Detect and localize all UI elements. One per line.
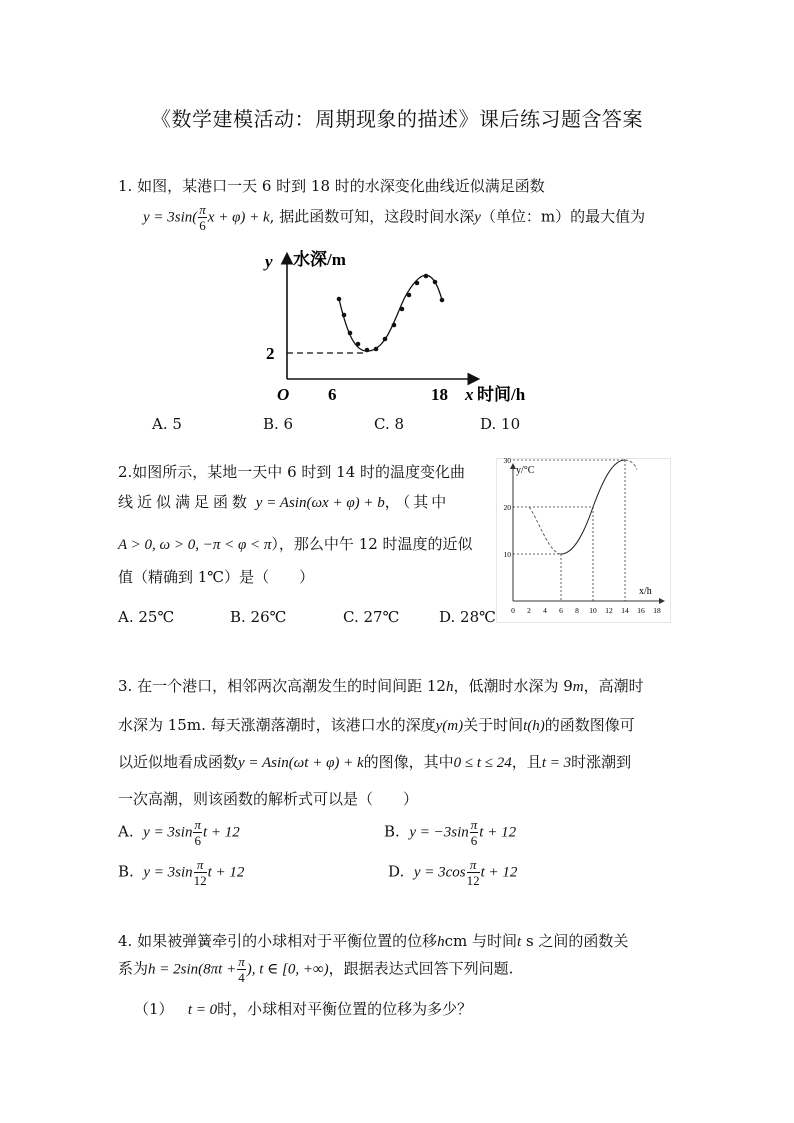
q4-line2 — [118, 955, 513, 984]
q3-line1-b: ，低潮时水深为 9 — [453, 677, 573, 695]
q2-chart-frame — [497, 459, 671, 623]
q3-option-c-post: t + 12 — [207, 864, 245, 881]
q1-x-var: x — [465, 385, 474, 404]
q2-option-b: B. 26℃ — [230, 608, 287, 626]
q3-option-c-fraction — [194, 858, 207, 887]
q1-line1: 1. 如图，某港口一天 6 时到 18 时的水深变化曲线近似满足函数 — [118, 177, 545, 195]
q2-line1: 2.如图所示，某地一天中 6 时到 14 时的温度变化曲 — [118, 463, 466, 481]
q2-curve-extension-right — [625, 460, 637, 469]
q1-x-label: 时间/h — [477, 385, 526, 404]
q3-option-b-num: π — [470, 817, 478, 832]
q2-formula: y = Asin(ωx + φ) + b — [255, 495, 385, 511]
q2-x-tick-label: 16 — [637, 606, 645, 615]
q1-x-tick-18: 18 — [431, 385, 448, 404]
q4-frac-num: π — [238, 954, 245, 969]
q3-line2-th: t(h) — [523, 718, 545, 734]
q2-x-tick-label: 14 — [621, 606, 629, 615]
q3-option-b-post: t + 12 — [479, 824, 517, 841]
q1-y-label: 水深/m — [293, 250, 346, 269]
q3-line2-b: 关于时间 — [463, 716, 524, 734]
q1-frac-den: 6 — [199, 218, 206, 233]
q1-option-a: A. 5 — [152, 415, 182, 433]
q1-x-tick-6: 6 — [328, 385, 337, 404]
q4-sub1 — [134, 998, 472, 1019]
q3-line3 — [118, 751, 631, 772]
q2-line2-pre: 线近似满足函数 — [118, 493, 252, 511]
q1-point — [374, 347, 379, 352]
q3-line1-c: ，高潮时 — [583, 677, 644, 695]
q2-curve-extension-left — [529, 507, 561, 554]
q1-option-d: D. 10 — [480, 415, 521, 433]
q4-line1-a: 4. 如果被弹簧牵引的小球相对于平衡位置的位移 — [118, 932, 438, 950]
q1-point — [365, 348, 370, 353]
q1-frac-num: π — [199, 202, 206, 217]
q1-y-var: y — [265, 252, 273, 271]
page-title: 《数学建模活动：周期现象的描述》课后练习题含答案 — [151, 107, 643, 131]
q3-option-d-fraction — [467, 858, 480, 887]
q1-line2 — [143, 203, 645, 232]
q4-line2-b: ，跟据表达式回答下列问题. — [328, 959, 514, 978]
q3-line3-d: 时涨潮到 — [571, 753, 632, 771]
q2-y-axis-label: y/°C — [516, 465, 535, 476]
q2-x-tick-label: 8 — [575, 606, 579, 615]
q3-option-d-den: 12 — [466, 873, 480, 888]
q2-y-tick-label: 10 — [503, 550, 511, 559]
q2-y-tick-label: 30 — [503, 458, 511, 465]
q3-option-b-label: B. — [384, 822, 400, 841]
q3-line1-h: h — [445, 679, 454, 695]
q3-option-a-fraction — [193, 818, 202, 847]
q1-y-tick-2: 2 — [266, 344, 275, 363]
q1-formula-pre: y = 3sin( — [143, 209, 198, 226]
q3-option-a-num: π — [194, 817, 201, 832]
q3-option-a-pre: y = 3sin — [143, 824, 193, 841]
q4-line1-c: s 之间的函数关 — [525, 932, 629, 950]
q2-condition: A > 0, ω > 0, −π < φ < π — [118, 537, 272, 553]
q4-formula-post: ), t ∈ [0, +∞) — [246, 961, 329, 978]
q2-line3-post: ），那么中午 12 时温度的近似 — [271, 535, 473, 553]
q1-point — [356, 342, 361, 347]
q2-x-tick-label: 4 — [543, 606, 547, 615]
q3-line3-b: 的图像，其中 — [363, 753, 454, 771]
q2-line4: 值（精确到 1℃）是（ ） — [118, 568, 315, 586]
q3-line3-c: ，且 — [511, 753, 542, 771]
q3-option-a — [118, 818, 240, 847]
q3-line2 — [118, 714, 635, 735]
q1-origin-label: O — [277, 385, 290, 404]
q1-line2-tail: （单位：m）的最大值为 — [480, 207, 646, 226]
q4-sub1-label: （1） — [134, 1000, 174, 1018]
q1-point — [348, 331, 353, 336]
q4-line1-h: h — [437, 934, 445, 950]
q3-option-d — [388, 858, 517, 887]
q2-option-d: D. 28℃ — [439, 608, 496, 626]
q1-point — [337, 297, 342, 302]
q4-line2-a: 系为 — [118, 959, 149, 978]
q3-option-b-fraction — [470, 818, 479, 847]
q1-point — [407, 293, 412, 298]
q3-option-c-num: π — [194, 858, 207, 873]
q2-line2-post: ，（其中 — [384, 493, 450, 511]
q3-option-d-num: π — [467, 858, 480, 873]
q4-line1-b: cm 与时间 — [444, 932, 517, 950]
q1-point — [424, 274, 429, 279]
q3-option-d-pre: y = 3cos — [413, 864, 466, 881]
q4-line1-t: t — [517, 934, 522, 950]
q3-line2-ym: y(m) — [435, 718, 464, 734]
q1-formula-fraction — [198, 203, 207, 232]
q1-point — [383, 337, 388, 342]
q3-option-a-label: A. — [118, 822, 134, 841]
q2-temperature-chart — [496, 458, 671, 623]
q3-line1 — [118, 675, 644, 696]
q3-option-a-den: 6 — [194, 833, 201, 848]
q2-x-tick-label: 10 — [589, 606, 597, 615]
q4-sub1-formula: t = 0 — [187, 1002, 218, 1018]
q4-sub1-text: 时，小球相对平衡位置的位移为多少？ — [217, 1000, 473, 1018]
q3-option-b — [384, 818, 516, 847]
q2-line2 — [118, 491, 449, 512]
q1-option-b: B. 6 — [263, 415, 294, 433]
q1-depth-curve — [339, 275, 442, 351]
q1-point — [440, 298, 445, 303]
q2-x-tick-label: 2 — [527, 606, 531, 615]
q3-line3-a: 以近似地看成函数 — [118, 753, 239, 771]
q3-line4: 一次高潮，则该函数的解析式可以是（ ） — [118, 790, 419, 808]
q4-frac-den: 4 — [238, 970, 245, 985]
q3-option-c-pre: y = 3sin — [143, 864, 193, 881]
q4-formula-fraction — [237, 955, 246, 984]
q4-line1 — [118, 930, 628, 951]
q3-line3-range: 0 ≤ t ≤ 24 — [453, 755, 512, 771]
q1-formula-post: x + φ) + k — [207, 209, 270, 226]
q3-option-b-den: 6 — [470, 833, 478, 848]
q3-option-c — [118, 858, 244, 887]
q1-point — [415, 281, 420, 286]
q1-point — [400, 307, 405, 312]
q2-x-axis-label: x/h — [639, 586, 652, 597]
q3-option-c-den: 12 — [193, 873, 207, 888]
q3-option-d-post: t + 12 — [480, 864, 518, 881]
q3-line1-a: 3. 在一个港口，相邻两次高潮发生的时间间距 12 — [118, 677, 446, 695]
q3-line2-c: 的函数图像可 — [544, 716, 635, 734]
q2-x-tick-label: 18 — [653, 606, 661, 615]
q1-var-y: y — [474, 209, 481, 226]
q1-water-depth-figure — [255, 245, 555, 405]
q3-line2-a: 水深为 15m. 每天涨潮落潮时，该港口水的深度 — [118, 716, 436, 734]
q1-point — [342, 313, 347, 318]
q2-x-tick-label: 12 — [605, 606, 613, 615]
q3-option-a-post: t + 12 — [202, 824, 240, 841]
q2-y-tick-label: 20 — [503, 503, 511, 512]
q1-point — [392, 323, 397, 328]
q3-option-d-label: D. — [388, 862, 405, 881]
q2-x-tick-label: 6 — [559, 606, 563, 615]
q1-point — [433, 280, 438, 285]
q1-line2-text: , 据此函数可知，这段时间水深 — [269, 207, 475, 226]
q3-option-b-pre: y = −3sin — [409, 824, 469, 841]
q3-line1-m: m — [572, 679, 584, 695]
q3-option-c-label: B. — [118, 862, 134, 881]
q2-line3 — [118, 533, 473, 554]
q4-formula-pre: h = 2sin(8πt + — [148, 961, 237, 978]
q1-option-c: C. 8 — [374, 415, 405, 433]
q2-option-a: A. 25℃ — [118, 608, 175, 626]
q2-x-tick-label: 0 — [511, 606, 515, 615]
q3-line3-formula: y = Asin(ωt + φ) + k — [238, 755, 364, 771]
q3-line3-t3: t = 3 — [541, 755, 572, 771]
q2-option-c: C. 27℃ — [343, 608, 400, 626]
